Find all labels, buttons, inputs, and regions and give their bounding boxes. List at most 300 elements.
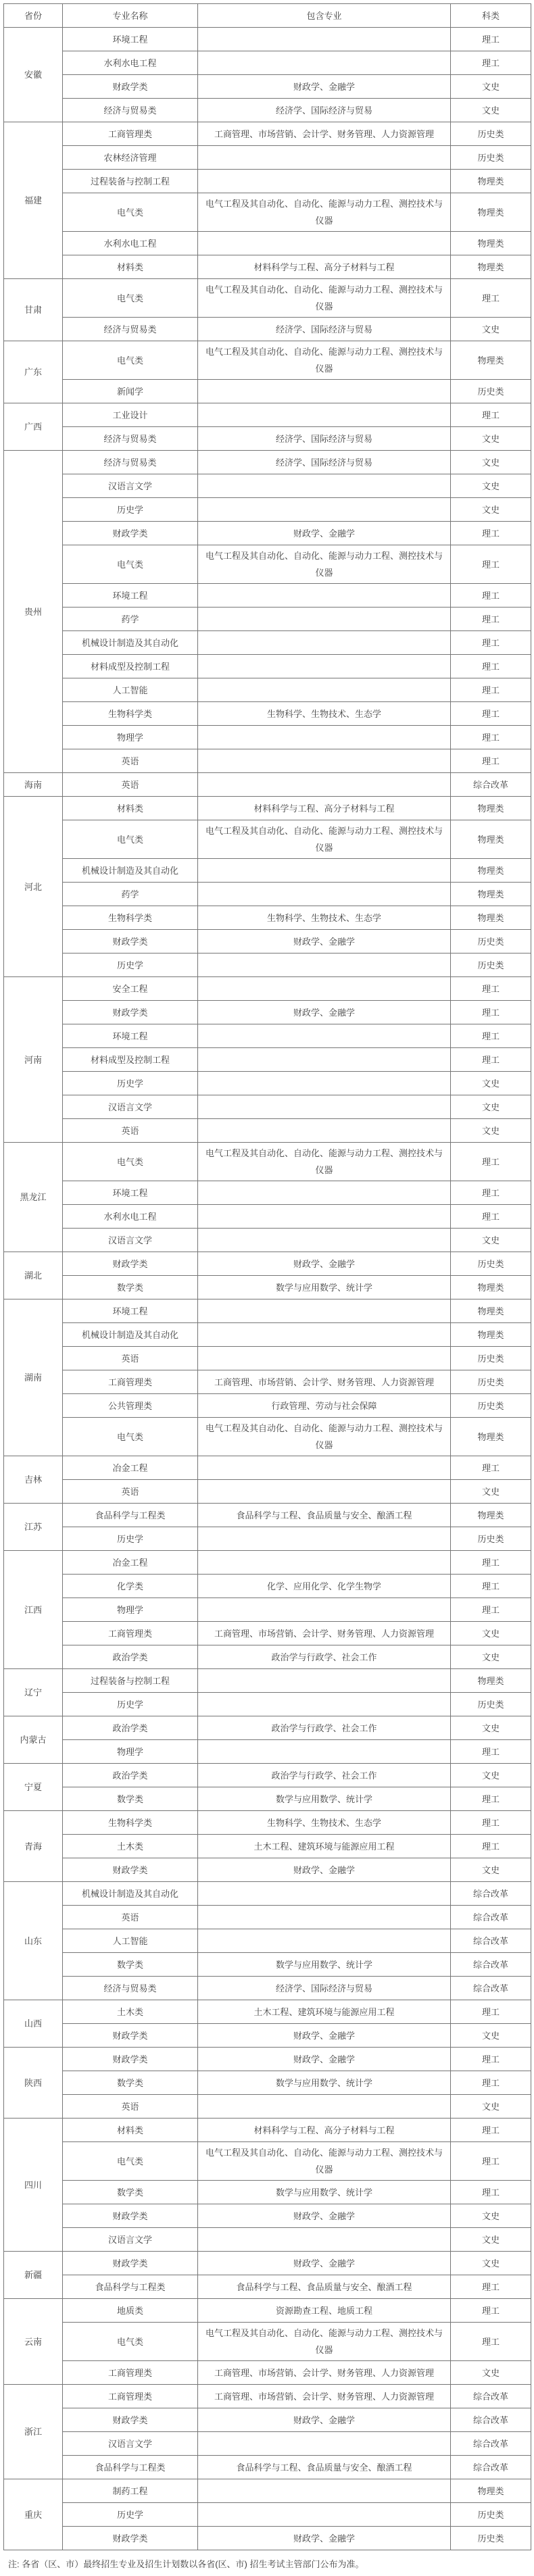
includes-cell	[198, 1323, 451, 1347]
includes-cell	[198, 1229, 451, 1252]
category-cell: 综合改革	[451, 2432, 531, 2456]
includes-cell	[198, 2479, 451, 2503]
category-cell: 历史类	[451, 380, 531, 403]
major-cell: 英语	[63, 1347, 198, 1370]
includes-cell	[198, 1456, 451, 1480]
includes-cell: 电气工程及其自动化、自动化、能源与动力工程、测控技术与仪器	[198, 2323, 451, 2361]
category-cell: 文史	[451, 2361, 531, 2385]
major-cell: 电气类	[63, 2323, 198, 2361]
table-row	[4, 1276, 531, 1299]
includes-cell: 财政学、金融学	[198, 2252, 451, 2275]
table-row	[4, 1095, 531, 1119]
includes-cell: 财政学、金融学	[198, 2048, 451, 2071]
category-cell: 历史类	[451, 146, 531, 170]
table-header-row	[4, 4, 531, 28]
table-row	[4, 1977, 531, 2000]
major-cell: 人工智能	[63, 678, 198, 702]
category-cell: 理工	[451, 1001, 531, 1024]
category-cell: 物理类	[451, 341, 531, 380]
includes-cell	[198, 1299, 451, 1323]
category-cell: 物理类	[451, 232, 531, 255]
table-row	[4, 631, 531, 655]
includes-cell	[198, 1693, 451, 1716]
table-row	[4, 1181, 531, 1205]
category-cell: 综合改革	[451, 2408, 531, 2432]
table-row	[4, 1252, 531, 1276]
province-cell: 广东	[4, 341, 63, 403]
major-cell: 材料成型及控制工程	[63, 655, 198, 678]
major-cell: 英语	[63, 749, 198, 773]
table-row	[4, 1906, 531, 1929]
major-cell: 汉语言文学	[63, 1095, 198, 1119]
includes-cell	[198, 2095, 451, 2119]
province-cell: 新疆	[4, 2252, 63, 2299]
includes-cell: 财政学、金融学	[198, 75, 451, 99]
category-cell: 历史类	[451, 2527, 531, 2550]
includes-cell	[198, 859, 451, 883]
category-cell: 理工	[451, 545, 531, 584]
category-cell: 理工	[451, 749, 531, 773]
category-cell: 综合改革	[451, 1906, 531, 1929]
category-cell: 文史	[451, 318, 531, 341]
major-cell: 电气类	[63, 820, 198, 859]
table-row	[4, 608, 531, 631]
major-cell: 食品科学与工程类	[63, 1504, 198, 1527]
table-row	[4, 678, 531, 702]
category-cell: 理工	[451, 1181, 531, 1205]
includes-cell: 材料科学与工程、高分子材料与工程	[198, 255, 451, 279]
table-row	[4, 403, 531, 427]
category-cell: 文史	[451, 1764, 531, 1787]
includes-cell: 经济学、国际经济与贸易	[198, 318, 451, 341]
major-cell: 汉语言文学	[63, 474, 198, 498]
header-subject-category: 科类	[451, 4, 531, 28]
category-cell: 理工	[451, 1205, 531, 1229]
category-cell: 理工	[451, 608, 531, 631]
category-cell: 理工	[451, 2275, 531, 2299]
major-cell: 药学	[63, 883, 198, 906]
category-cell: 文史	[451, 474, 531, 498]
table-row	[4, 2299, 531, 2323]
category-cell: 物理类	[451, 906, 531, 930]
table-row	[4, 2048, 531, 2071]
table-row	[4, 1622, 531, 1645]
table-row	[4, 2456, 531, 2479]
major-cell: 财政学类	[63, 2204, 198, 2228]
includes-cell: 经济学、国际经济与贸易	[198, 451, 451, 474]
includes-cell	[198, 170, 451, 193]
category-cell: 文史	[451, 2252, 531, 2275]
table-row	[4, 953, 531, 977]
major-cell: 水利水电工程	[63, 51, 198, 75]
province-cell: 山东	[4, 1882, 63, 2000]
category-cell: 理工	[451, 2048, 531, 2071]
major-cell: 经济与贸易类	[63, 1977, 198, 2000]
major-cell: 环境工程	[63, 584, 198, 608]
major-cell: 数学类	[63, 1276, 198, 1299]
category-cell: 文史	[451, 2024, 531, 2048]
category-cell: 物理类	[451, 1418, 531, 1456]
major-cell: 工商管理类	[63, 2385, 198, 2408]
includes-cell: 行政管理、劳动与社会保障	[198, 1394, 451, 1418]
major-cell: 人工智能	[63, 1929, 198, 1953]
major-cell: 经济与贸易类	[63, 451, 198, 474]
province-cell: 云南	[4, 2299, 63, 2385]
includes-cell: 土木工程、建筑环境与能源应用工程	[198, 1835, 451, 1858]
major-cell: 工业设计	[63, 403, 198, 427]
includes-cell	[198, 749, 451, 773]
category-cell: 历史类	[451, 122, 531, 146]
table-row	[4, 1716, 531, 1740]
includes-cell	[198, 1906, 451, 1929]
major-cell: 财政学类	[63, 2252, 198, 2275]
table-row	[4, 859, 531, 883]
includes-cell: 财政学、金融学	[198, 2408, 451, 2432]
major-cell: 物理学	[63, 726, 198, 749]
province-cell: 海南	[4, 773, 63, 797]
table-row	[4, 1929, 531, 1953]
table-row	[4, 1858, 531, 1882]
includes-cell	[198, 726, 451, 749]
category-cell: 理工	[451, 1575, 531, 1598]
major-cell: 英语	[63, 1119, 198, 1143]
major-cell: 生物科学类	[63, 702, 198, 726]
includes-cell	[198, 977, 451, 1001]
table-row	[4, 1048, 531, 1072]
category-cell: 历史类	[451, 930, 531, 953]
major-cell: 历史学	[63, 1072, 198, 1095]
table-row	[4, 255, 531, 279]
major-cell: 数学类	[63, 2181, 198, 2204]
table-row	[4, 2432, 531, 2456]
category-cell: 历史类	[451, 953, 531, 977]
major-cell: 机械设计制造及其自动化	[63, 1882, 198, 1906]
includes-cell: 工商管理、市场营销、会计学、财务管理、人力资源管理	[198, 1622, 451, 1645]
table-row	[4, 1693, 531, 1716]
includes-cell	[198, 1527, 451, 1551]
province-cell: 山西	[4, 2000, 63, 2048]
table-row	[4, 1953, 531, 1977]
major-cell: 环境工程	[63, 1181, 198, 1205]
province-cell: 四川	[4, 2119, 63, 2252]
includes-cell: 经济学、国际经济与贸易	[198, 427, 451, 451]
table-row	[4, 883, 531, 906]
includes-cell	[198, 51, 451, 75]
table-row	[4, 655, 531, 678]
includes-cell: 电气工程及其自动化、自动化、能源与动力工程、测控技术与仪器	[198, 193, 451, 232]
table-row	[4, 1480, 531, 1504]
includes-cell: 材料科学与工程、高分子材料与工程	[198, 2119, 451, 2142]
includes-cell	[198, 380, 451, 403]
category-cell: 文史	[451, 1622, 531, 1645]
major-cell: 工商管理类	[63, 122, 198, 146]
includes-cell: 经济学、国际经济与贸易	[198, 1977, 451, 2000]
includes-cell	[198, 403, 451, 427]
table-row	[4, 1072, 531, 1095]
province-cell: 重庆	[4, 2479, 63, 2550]
footnote: 注: 各省（区、市）最终招生专业及招生计划数以各省(区、市) 招生考试主管部门公布为准。	[8, 2559, 364, 2569]
includes-cell: 财政学、金融学	[198, 2204, 451, 2228]
table-row	[4, 2181, 531, 2204]
table-row	[4, 474, 531, 498]
table-row	[4, 193, 531, 232]
table-row	[4, 1119, 531, 1143]
category-cell: 物理类	[451, 883, 531, 906]
major-cell: 工商管理类	[63, 1370, 198, 1394]
category-cell: 物理类	[451, 1276, 531, 1299]
includes-cell	[198, 2432, 451, 2456]
includes-cell: 电气工程及其自动化、自动化、能源与动力工程、测控技术与仪器	[198, 1418, 451, 1456]
major-cell: 财政学类	[63, 1001, 198, 1024]
category-cell: 物理类	[451, 193, 531, 232]
table-row	[4, 749, 531, 773]
includes-cell: 数学与应用数学、统计学	[198, 2071, 451, 2095]
table-row	[4, 1024, 531, 1048]
includes-cell: 财政学、金融学	[198, 930, 451, 953]
table-row	[4, 451, 531, 474]
table-row	[4, 1001, 531, 1024]
category-cell: 文史	[451, 1858, 531, 1882]
province-cell: 江西	[4, 1551, 63, 1669]
includes-cell: 数学与应用数学、统计学	[198, 1953, 451, 1977]
table-row	[4, 1229, 531, 1252]
includes-cell	[198, 1740, 451, 1764]
category-cell: 文史	[451, 1119, 531, 1143]
category-cell: 理工	[451, 1598, 531, 1622]
category-cell: 理工	[451, 655, 531, 678]
major-cell: 数学类	[63, 2071, 198, 2095]
major-cell: 财政学类	[63, 2408, 198, 2432]
includes-cell	[198, 1480, 451, 1504]
table-row	[4, 279, 531, 318]
includes-cell	[198, 498, 451, 522]
table-row	[4, 545, 531, 584]
category-cell: 物理类	[451, 1669, 531, 1693]
includes-cell	[198, 232, 451, 255]
category-cell: 理工	[451, 2000, 531, 2024]
category-cell: 综合改革	[451, 1953, 531, 1977]
table-row	[4, 2323, 531, 2361]
table-row	[4, 1323, 531, 1347]
table-row	[4, 1669, 531, 1693]
province-cell: 宁夏	[4, 1764, 63, 1811]
category-cell: 文史	[451, 1716, 531, 1740]
major-cell: 化学类	[63, 1575, 198, 1598]
includes-cell: 生物科学、生物技术、生态学	[198, 702, 451, 726]
table-row	[4, 1347, 531, 1370]
table-row	[4, 1764, 531, 1787]
category-cell: 理工	[451, 1835, 531, 1858]
category-cell: 文史	[451, 2228, 531, 2252]
table-row	[4, 702, 531, 726]
major-cell: 公共管理类	[63, 1394, 198, 1418]
major-cell: 过程装备与控制工程	[63, 1669, 198, 1693]
category-cell: 理工	[451, 726, 531, 749]
category-cell: 理工	[451, 522, 531, 545]
includes-cell	[198, 1024, 451, 1048]
includes-cell	[198, 1551, 451, 1575]
major-cell: 历史学	[63, 953, 198, 977]
major-cell: 政治学类	[63, 1716, 198, 1740]
includes-cell: 化学、应用化学、化学生物学	[198, 1575, 451, 1598]
major-cell: 财政学类	[63, 1252, 198, 1276]
includes-cell: 财政学、金融学	[198, 1858, 451, 1882]
includes-cell	[198, 1669, 451, 1693]
category-cell: 理工	[451, 2142, 531, 2181]
category-cell: 历史类	[451, 1252, 531, 1276]
table-row	[4, 99, 531, 122]
province-cell: 福建	[4, 122, 63, 279]
major-cell: 数学类	[63, 1787, 198, 1811]
province-cell: 陕西	[4, 2048, 63, 2119]
table-row	[4, 1456, 531, 1480]
category-cell: 历史类	[451, 1394, 531, 1418]
province-cell: 黑龙江	[4, 1143, 63, 1252]
includes-cell: 政治学与行政学、社会工作	[198, 1645, 451, 1669]
major-cell: 财政学类	[63, 75, 198, 99]
category-cell: 理工	[451, 678, 531, 702]
major-cell: 水利水电工程	[63, 1205, 198, 1229]
category-cell: 理工	[451, 1740, 531, 1764]
includes-cell: 资源勘查工程、地质工程	[198, 2299, 451, 2323]
major-cell: 机械设计制造及其自动化	[63, 859, 198, 883]
includes-cell: 工商管理、市场营销、会计学、财务管理、人力资源管理	[198, 2361, 451, 2385]
category-cell: 理工	[451, 631, 531, 655]
category-cell: 文史	[451, 1480, 531, 1504]
includes-cell	[198, 1048, 451, 1072]
category-cell: 理工	[451, 1551, 531, 1575]
category-cell: 理工	[451, 403, 531, 427]
table-row	[4, 427, 531, 451]
includes-cell	[198, 1205, 451, 1229]
major-cell: 财政学类	[63, 1858, 198, 1882]
table-row	[4, 773, 531, 797]
table-row	[4, 1299, 531, 1323]
includes-cell: 财政学、金融学	[198, 2527, 451, 2550]
category-cell: 综合改革	[451, 1882, 531, 1906]
category-cell: 理工	[451, 2323, 531, 2361]
table-body	[4, 28, 531, 2550]
major-cell: 水利水电工程	[63, 232, 198, 255]
major-cell: 财政学类	[63, 930, 198, 953]
includes-cell	[198, 1598, 451, 1622]
major-cell: 生物科学类	[63, 906, 198, 930]
includes-cell	[198, 655, 451, 678]
table-row	[4, 2024, 531, 2048]
table-row	[4, 2503, 531, 2527]
table-row	[4, 318, 531, 341]
table-row	[4, 1418, 531, 1456]
includes-cell	[198, 1882, 451, 1906]
province-cell: 辽宁	[4, 1669, 63, 1716]
major-cell: 安全工程	[63, 977, 198, 1001]
major-cell: 政治学类	[63, 1645, 198, 1669]
table-row	[4, 341, 531, 380]
includes-cell: 财政学、金融学	[198, 2024, 451, 2048]
category-cell: 理工	[451, 2071, 531, 2095]
table-row	[4, 930, 531, 953]
table-row	[4, 2527, 531, 2550]
includes-cell: 数学与应用数学、统计学	[198, 1276, 451, 1299]
table-row	[4, 51, 531, 75]
includes-cell: 食品科学与工程、食品质量与安全、酿酒工程	[198, 2275, 451, 2299]
includes-cell	[198, 1119, 451, 1143]
category-cell: 文史	[451, 498, 531, 522]
includes-cell	[198, 584, 451, 608]
table-row	[4, 2071, 531, 2095]
major-cell: 农林经济管理	[63, 146, 198, 170]
includes-cell: 土木工程、建筑环境与能源应用工程	[198, 2000, 451, 2024]
table-row	[4, 977, 531, 1001]
province-cell: 青海	[4, 1811, 63, 1882]
major-cell: 电气类	[63, 279, 198, 318]
includes-cell: 电气工程及其自动化、自动化、能源与动力工程、测控技术与仪器	[198, 545, 451, 584]
includes-cell: 政治学与行政学、社会工作	[198, 1716, 451, 1740]
major-cell: 药学	[63, 608, 198, 631]
includes-cell: 数学与应用数学、统计学	[198, 2181, 451, 2204]
includes-cell	[198, 1929, 451, 1953]
major-cell: 经济与贸易类	[63, 427, 198, 451]
major-cell: 土木类	[63, 1835, 198, 1858]
includes-cell	[198, 953, 451, 977]
table-row	[4, 1787, 531, 1811]
table-row	[4, 522, 531, 545]
major-cell: 汉语言文学	[63, 2228, 198, 2252]
category-cell: 综合改革	[451, 1929, 531, 1953]
major-cell: 历史学	[63, 1527, 198, 1551]
major-cell: 工商管理类	[63, 2361, 198, 2385]
table-row	[4, 1143, 531, 1181]
includes-cell	[198, 1181, 451, 1205]
table-row	[4, 2252, 531, 2275]
major-cell: 机械设计制造及其自动化	[63, 631, 198, 655]
table-row	[4, 2385, 531, 2408]
major-cell: 新闻学	[63, 380, 198, 403]
major-cell: 汉语言文学	[63, 1229, 198, 1252]
category-cell: 理工	[451, 2119, 531, 2142]
category-cell: 理工	[451, 1048, 531, 1072]
major-cell: 地质类	[63, 2299, 198, 2323]
major-cell: 物理学	[63, 1598, 198, 1622]
table-row	[4, 2275, 531, 2299]
category-cell: 理工	[451, 1811, 531, 1835]
major-cell: 制药工程	[63, 2479, 198, 2503]
includes-cell: 工商管理、市场营销、会计学、财务管理、人力资源管理	[198, 1370, 451, 1394]
table-row	[4, 584, 531, 608]
category-cell: 理工	[451, 1787, 531, 1811]
major-cell: 历史学	[63, 498, 198, 522]
includes-cell	[198, 2503, 451, 2527]
category-cell: 历史类	[451, 1347, 531, 1370]
province-cell: 吉林	[4, 1456, 63, 1504]
major-cell: 食品科学与工程类	[63, 2456, 198, 2479]
major-cell: 电气类	[63, 545, 198, 584]
table-row	[4, 1394, 531, 1418]
includes-cell	[198, 146, 451, 170]
table-row	[4, 28, 531, 51]
includes-cell	[198, 2228, 451, 2252]
category-cell: 文史	[451, 1095, 531, 1119]
table-row	[4, 1811, 531, 1835]
table-row	[4, 380, 531, 403]
includes-cell: 食品科学与工程、食品质量与安全、酿酒工程	[198, 2456, 451, 2479]
includes-cell: 电气工程及其自动化、自动化、能源与动力工程、测控技术与仪器	[198, 279, 451, 318]
major-cell: 财政学类	[63, 2024, 198, 2048]
major-cell: 食品科学与工程类	[63, 2275, 198, 2299]
major-cell: 环境工程	[63, 1024, 198, 1048]
major-cell: 电气类	[63, 341, 198, 380]
category-cell: 综合改革	[451, 1977, 531, 2000]
